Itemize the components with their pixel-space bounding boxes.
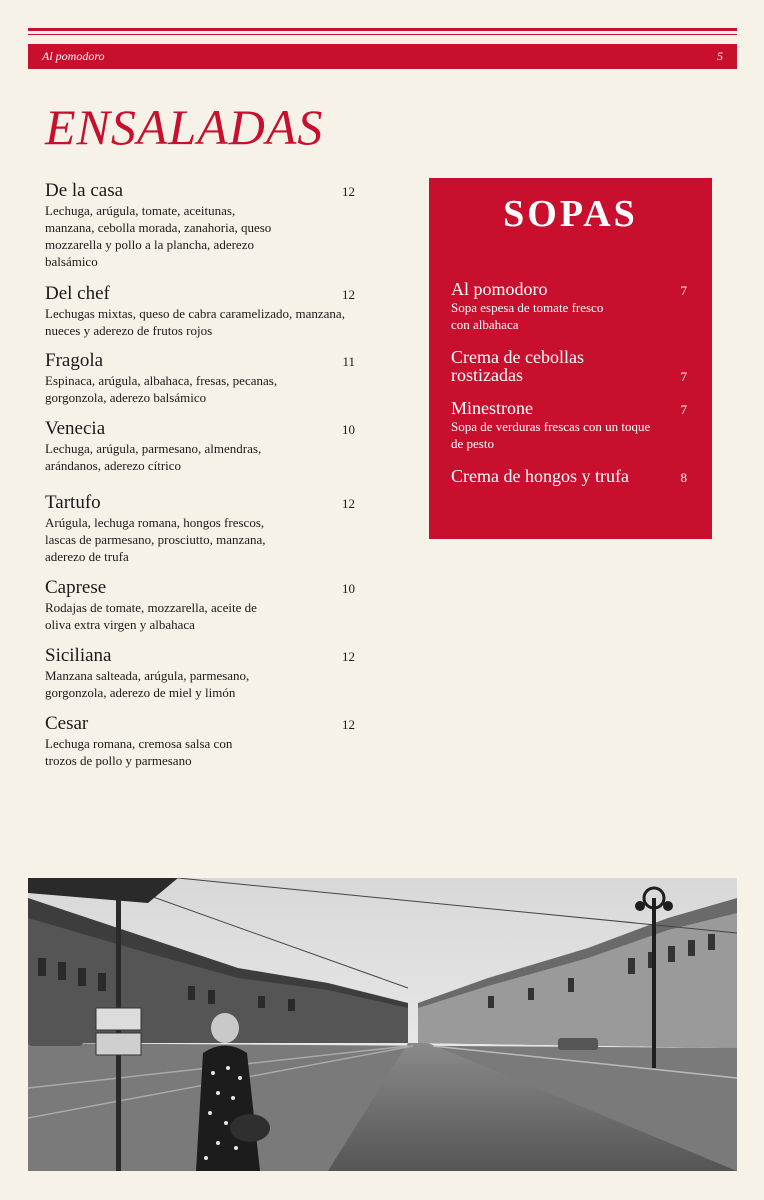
item-price: 12 <box>342 287 355 302</box>
sopa-name: Al pomodoro <box>451 279 548 299</box>
top-rule-thin <box>28 34 737 35</box>
item-name: Cesar <box>45 713 89 734</box>
item-price: 10 <box>342 581 355 596</box>
item-description: Lechugas mixtas, queso de cabra caramelizado, manzana, nueces y aderezo de frutos rojos <box>45 306 345 338</box>
sopa-price: 7 <box>680 283 687 298</box>
item-description: Manzana salteada, arúgula, parmesano, gorgonzola, aderezo de miel y limón <box>45 668 250 700</box>
sopa-price: 7 <box>680 369 687 384</box>
sopa-item <box>451 280 687 333</box>
top-rule <box>28 28 737 31</box>
item-name: Tartufo <box>45 492 101 513</box>
item-price: 12 <box>342 649 355 664</box>
menu-item <box>45 646 355 701</box>
item-description: Lechuga, arúgula, parmesano, almendras, arándanos, aderezo cítrico <box>45 441 262 473</box>
item-description: Rodajas de tomate, mozzarella, aceite de oliva extra virgen y albahaca <box>45 600 257 632</box>
sopa-price: 8 <box>680 470 687 485</box>
menu-item <box>45 493 355 565</box>
item-name: De la casa <box>45 180 124 201</box>
item-name: Venecia <box>45 418 106 439</box>
sopa-name: Minestrone <box>451 398 533 418</box>
item-description: Arúgula, lechuga romana, hongos frescos, lascas de parmesano, prosciutto, manzana, aderezo de trufa <box>45 515 266 564</box>
sopa-price: 7 <box>680 402 687 417</box>
item-name: Siciliana <box>45 645 112 666</box>
menu-item <box>45 419 355 474</box>
header-title: Al pomodoro <box>42 49 105 63</box>
ensaladas-title: ENSALADAS <box>45 99 324 155</box>
item-price: 12 <box>342 496 355 511</box>
menu-item <box>45 181 355 270</box>
city-square-photo-icon <box>28 878 737 1171</box>
sopa-description: Sopa espesa de tomate fresco con albahaca <box>451 300 604 332</box>
sopa-description: Sopa de verduras frescas con un toque de pesto <box>451 419 651 451</box>
city-square-photo <box>28 878 737 1171</box>
item-price: 10 <box>342 422 355 437</box>
item-price: 12 <box>342 184 355 199</box>
menu-item <box>45 351 355 406</box>
sopa-item <box>451 467 687 485</box>
sopa-item <box>451 399 687 452</box>
sopa-item <box>451 348 687 384</box>
item-price: 11 <box>342 354 355 369</box>
menu-item <box>45 578 355 633</box>
sopas-title: SOPAS <box>503 193 638 235</box>
item-description: Espinaca, arúgula, albahaca, fresas, pecanas, gorgonzola, aderezo balsámico <box>45 373 278 405</box>
sopa-name: Crema de hongos y trufa <box>451 466 629 486</box>
header-bar <box>28 44 737 69</box>
item-price: 12 <box>342 717 355 732</box>
item-name: Fragola <box>45 350 104 371</box>
page-number: 5 <box>717 49 723 63</box>
menu-item <box>45 284 355 339</box>
item-name: Caprese <box>45 577 107 598</box>
sopas-panel <box>429 178 712 539</box>
item-name: Del chef <box>45 283 110 304</box>
menu-item <box>45 714 355 769</box>
sopa-name: Crema de cebollas rostizadas <box>451 347 584 385</box>
item-description: Lechuga, arúgula, tomate, aceitunas, manzana, cebolla morada, zanahoria, queso mozzarella y pollo a la plancha, aderezo balsámico <box>45 203 272 269</box>
item-description: Lechuga romana, cremosa salsa con trozos de pollo y parmesano <box>45 736 233 768</box>
